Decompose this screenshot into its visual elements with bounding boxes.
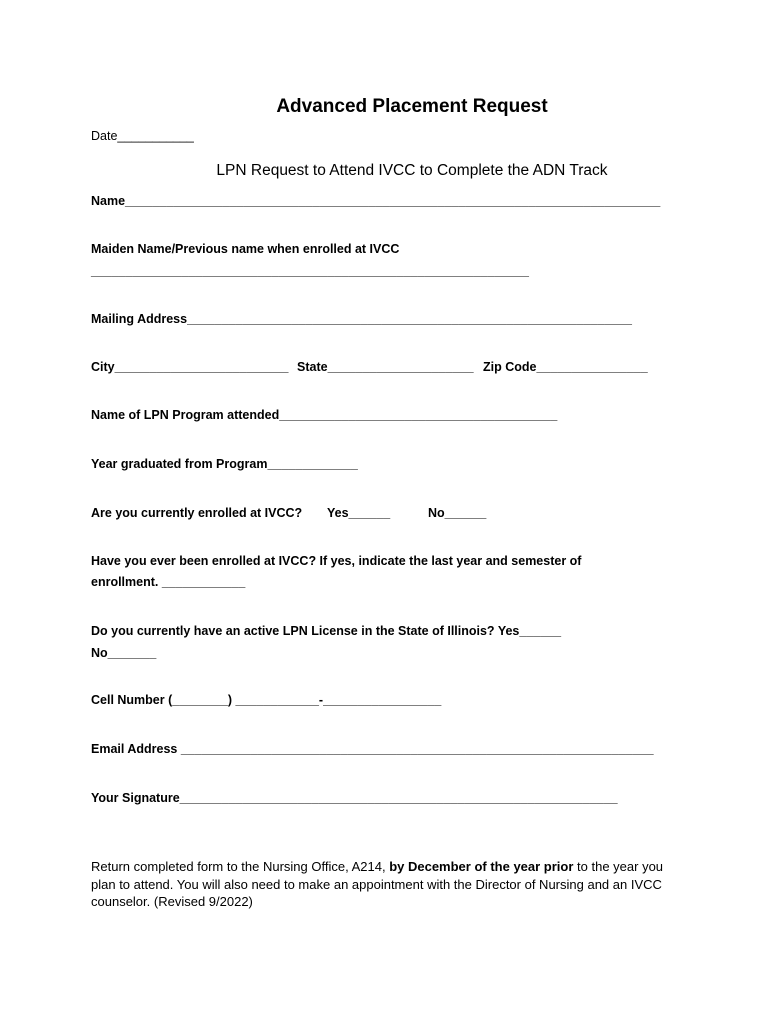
enrollment-field[interactable]: enrollment. ____________ bbox=[91, 575, 246, 589]
license-no-field[interactable]: No_______ bbox=[91, 646, 157, 660]
page-subtitle: LPN Request to Attend IVCC to Complete the ADN Track bbox=[216, 162, 608, 179]
maiden-name-field[interactable]: _______________________________________________________________ bbox=[91, 264, 529, 278]
city-field[interactable]: City_________________________ bbox=[91, 360, 289, 374]
ever-enrolled-question: Have you ever been enrolled at IVCC? If yes, indicate the last year and semester of bbox=[91, 554, 582, 568]
footer-text-start: Return completed form to the Nursing Office, A214, bbox=[91, 859, 390, 874]
email-field[interactable]: Email Address ____________________________________________________________________ bbox=[91, 742, 654, 756]
state-field[interactable]: State_____________________ bbox=[297, 360, 474, 374]
footer-instructions bbox=[91, 858, 691, 911]
footer-deadline: by December of the year prior bbox=[389, 859, 574, 874]
maiden-name-label: Maiden Name/Previous name when enrolled at IVCC bbox=[91, 242, 400, 256]
zip-code-field[interactable]: Zip Code________________ bbox=[483, 360, 648, 374]
cell-number-field[interactable]: Cell Number (________) ____________-_________________ bbox=[91, 693, 442, 707]
lpn-program-field[interactable]: Name of LPN Program attended________________________________________ bbox=[91, 408, 558, 422]
page-title: Advanced Placement Request bbox=[276, 96, 548, 117]
mailing-address-field[interactable]: Mailing Address________________________________________________________________ bbox=[91, 312, 633, 326]
enrolled-no-field[interactable]: No______ bbox=[428, 506, 487, 520]
footer-text-end: to the year you plan to attend. You will also need to make an appointment with the Director of Nursing and an IVCC counselor. (Revised 9/2022) bbox=[91, 859, 664, 909]
enrolled-yes-field[interactable]: Yes______ bbox=[327, 506, 391, 520]
license-question[interactable]: Do you currently have an active LPN License in the State of Illinois? Yes______ bbox=[91, 624, 562, 638]
year-graduated-field[interactable]: Year graduated from Program_____________ bbox=[91, 457, 358, 471]
date-field[interactable]: Date___________ bbox=[91, 129, 194, 143]
enrolled-question: Are you currently enrolled at IVCC? bbox=[91, 506, 303, 520]
signature-field[interactable]: Your Signature_______________________________________________________________ bbox=[91, 791, 618, 805]
name-field[interactable]: Name_____________________________________________________________________________ bbox=[91, 194, 661, 208]
